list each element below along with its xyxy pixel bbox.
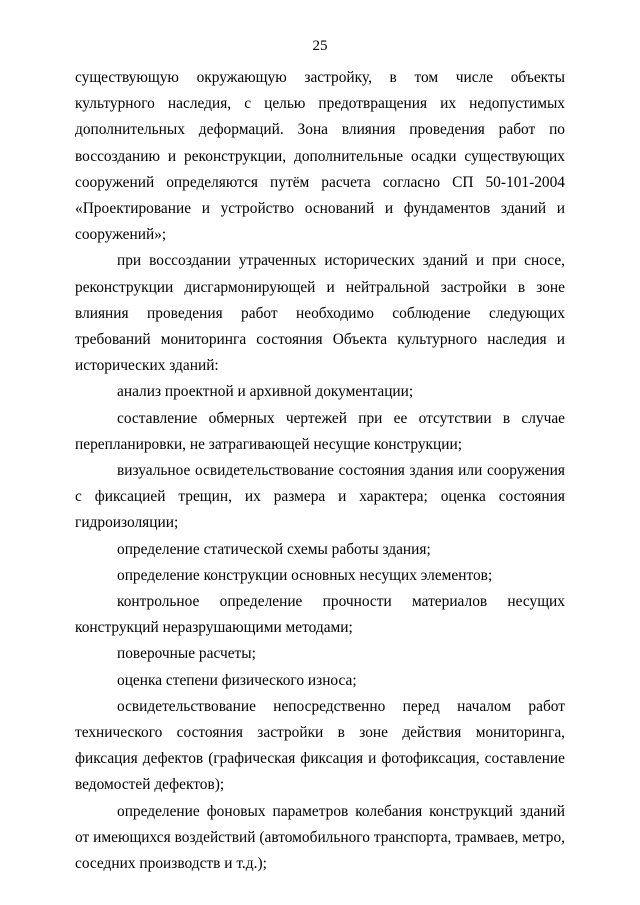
list-item-vibration-parameters: определение фоновых параметров колебания конструкций зданий от имеющихся воздействий (автомобильного транспорта, трамваев, метро, соседних производств и т.д.);: [75, 802, 565, 873]
paragraph-monitoring-requirements: при воссоздании утраченных исторических зданий и при сносе, реконструкции дисгармонирующей и нейтральной застройки в зоне влияния проведения работ необходимо соблюдение следующих требований мониторинга состояния Объекта культурного наследия и исторических зданий:: [75, 252, 565, 375]
list-item-static-scheme: определение статической схемы работы здания;: [117, 540, 431, 558]
page-number: 25: [312, 38, 328, 54]
list-item-pre-work-survey: освидетельствование непосредственно перед началом работ технического состояния застройки в зоне действия мониторинга, фиксация дефектов (графическая фиксация и фотофиксация, составление ведомостей дефектов);: [75, 697, 565, 794]
list-item-verification-calculations: поверочные расчеты;: [117, 645, 256, 663]
list-item-wear-assessment: оценка степени физического износа;: [117, 671, 357, 689]
paragraph-continued-text: существующую окружающую застройку, в том числе объекты культурного наследия, с целью предотвращения их недопустимых дополнительных деформаций. Зона влияния проведения работ по воссозданию и реконструкции, дополнительные осадки существующих сооружений определяются путём расчета согласно СП 50-101-2004 «Проектирование и устройство оснований и фундаментов зданий и сооружений»;: [75, 69, 565, 244]
list-item-visual-inspection: визуальное освидетельствование состояния здания или сооружения с фиксацией трещин, их размера и характера; оценка состояния гидроизоляции;: [75, 462, 565, 532]
list-item-measurement-drawings: составление обмерных чертежей при ее отсутствии в случае перепланировки, не затрагивающей несущие конструкции;: [75, 409, 565, 453]
list-item-strength-testing: контрольное определение прочности материалов несущих конструкций неразрушающими методами;: [75, 593, 565, 637]
list-item-document-analysis: анализ проектной и архивной документации;: [117, 383, 414, 401]
document-body: [75, 65, 565, 877]
list-item-load-bearing-elements: определение конструкции основных несущих элементов;: [117, 566, 493, 584]
